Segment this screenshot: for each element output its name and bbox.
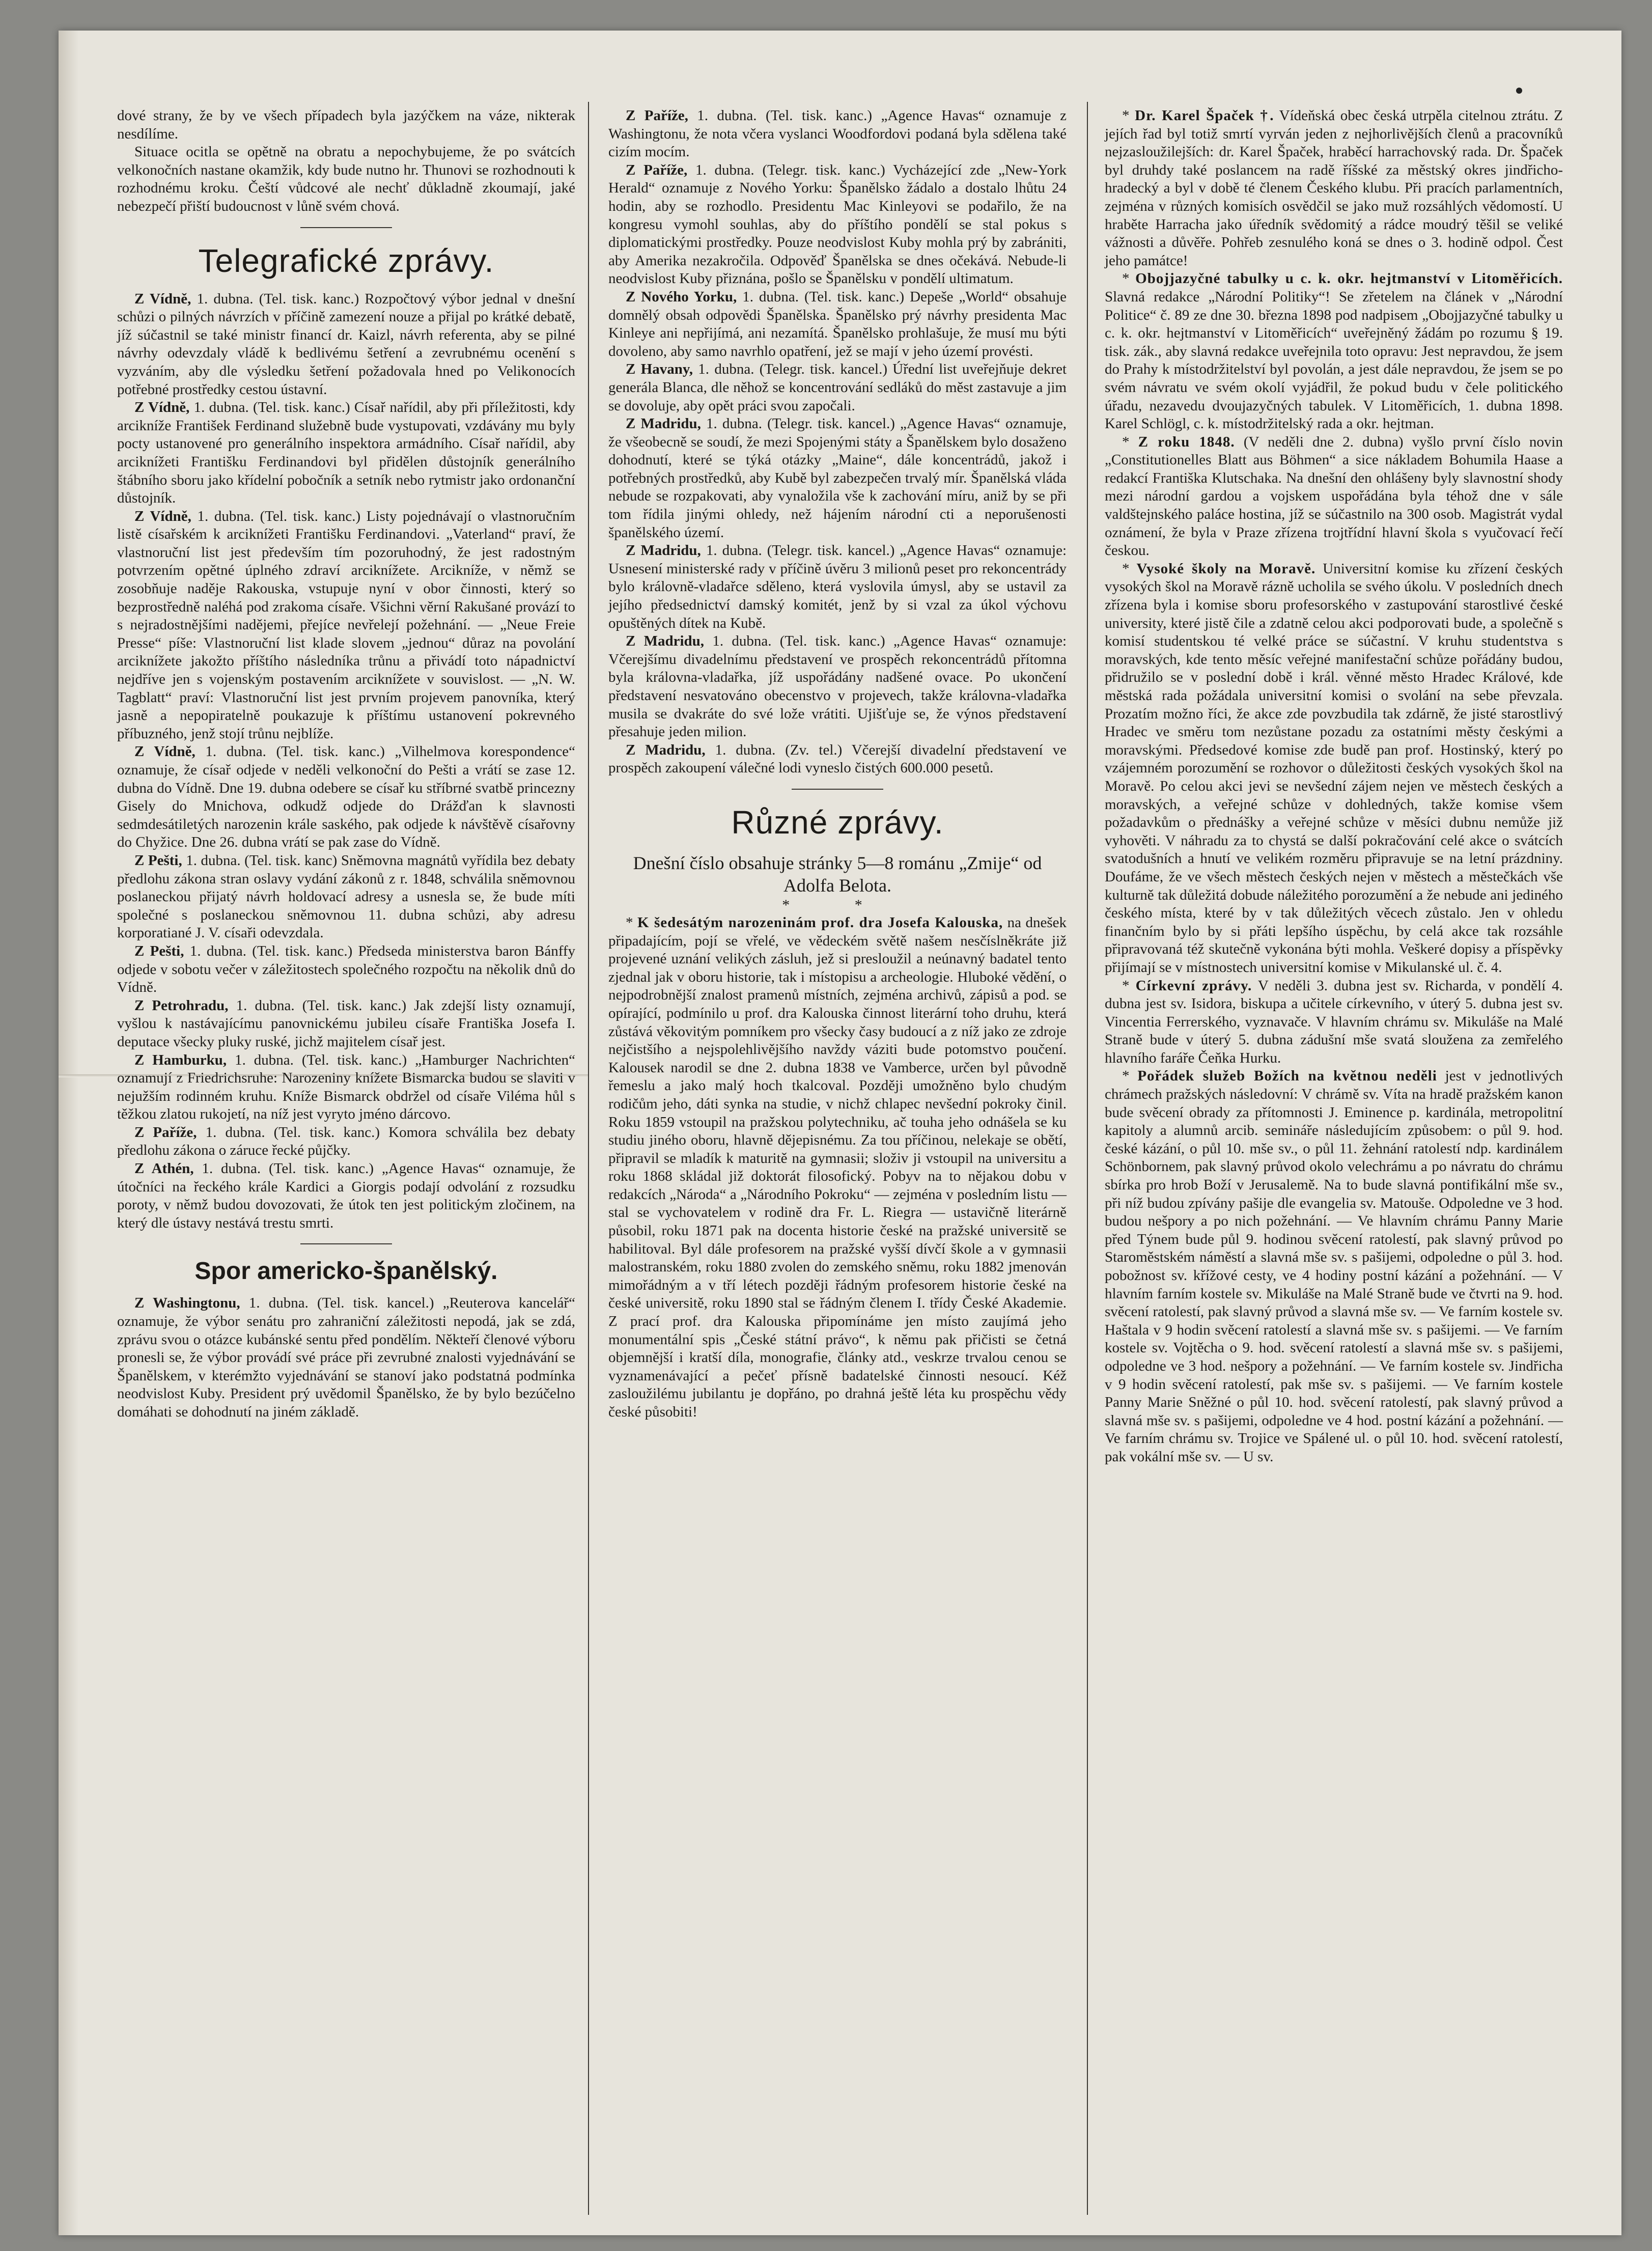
- telegram-place: Z Paříže,: [626, 107, 688, 124]
- news-text: (V neděli dne 2. dubna) vyšlo první číslo novin „Constitutionelles Blatt aus Böhmen“ a sice nákladem Bohumila Haase a redakcí Františka Klutschaka. Na dnešní den ohlášeny byly slavnostní shody mezi národní gardou a vojskem uspořádána byla téhož dne v sále valdštejnského paláce hostina, jíž se súčastnilo na 300 osob. Magistrát vydal oznámení, že byla v Praze zřízena trojtřídní hlavní škola s vyučovací řečí českou.: [1105, 433, 1563, 559]
- telegram-text: 1. dubna. (Tel. tisk. kanc.) Listy pojednávají o vlastnoručním listě císařském k arciknížeti Františku Ferdinandovi. „Vaterland“ praví, že vlastnoruční list jest především tím pozoruhodný, že jest radostným potvrzením opětné úplného zdraví arciknížete. Arcikníže, v němž se zosobňuje naděje Rakouska, vstupuje nyní v obor činnosti, který so bezprostředně naléhá pod zrakoma císaře. Všichni věrní Rakušané provází to s nejradostnějšími nadějemi, přejíce nevřelejí požehnání. — „Neue Freie Presse“ píše: Vlastnoruční list klade slovem „jednou“ důraz na povolání arciknížete jakožto příštího následníka trůnu a přivádí toto nápadnictví nejdříve jen s vojenským postavením arciknížete v souvislost. — „N. W. Tagblatt“ praví: Vlastnoruční list jest prvním projevem panovníka, který jasně a nepopiratelně poukazuje k příštímu ustanovení pokrevného příbuzného, jenž stojí trůnu nejblíže.: [117, 508, 576, 742]
- telegram-item: [117, 399, 575, 508]
- news-text: Vídeňská obec česká utrpěla citelnou ztrátu. Z jejích řad byl totiž smrtí vyrván jeden z nejhorlivějších členů a pracovníků nejzasloužilejších: dr. Karel Špaček, hraběcí harrachovský rada. Dr. Špaček byl druhdy také poslancem na radě říšské za městský okres jindřicho-hradecký a byl v době té členem Českého klubu. Při pracích parlamentních, zejména v různých komisích osvědčil se jako muž rozsáhlých vědomostí. U hraběte Harracha jako úředník svědomitý a rádce moudrý těšil se veliké vážnosti a důvěře. Pohřeb zesnulého koná se dnes o 3. hodině odpol. Čest jeho památce!: [1105, 107, 1563, 269]
- telegram-item: [117, 852, 575, 942]
- telegram-place: Z Petrohradu,: [134, 997, 229, 1014]
- news-text: V neděli 3. dubna jest sv. Richarda, v pondělí 4. dubna jest sv. Isidora, biskupa a učitele církevního, v úterý 5. dubna jest sv. Vincentia Ferrerského, vyznavače. V hlavním chrámu sv. Mikuláše na Malé Straně bude v úterý 5. dubna zádušní mše svatá sloužena za zemřelého hlavního faráře Čeňka Hurku.: [1105, 977, 1563, 1066]
- news-title: Obojjazyčné tabulky u c. k. okr. hejtmanství v Litoměřicích.: [1135, 270, 1563, 287]
- telegram-place: Z Vídně,: [134, 290, 191, 307]
- column-rule-2: [1087, 102, 1088, 2215]
- news-text: Universitní komise ku zřízení českých vysokých škol na Moravě rázně ucholila se svého úkolu. V posledních dnech zřízena byla i komise sboru profesorského v zastupování starostlivé české university, které jistě čile a zdatně celou akci podporovati bude, a společně s komisí studentskou té velké práce se súčastní. V kruhu studentstva s moravských, kde tento měsíc veřejné manifestační schůze pořádány budou, přidružilo se v poslední době i král. věnné město Hradec Králové, kde městská rada požádala universitní komisi o svolání na sebe převzala. Prozatím možno říci, že akce zde povzbudila tak zdárně, že jisté starostlivý Hradec ve směru tom nezůstane pozadu za ostatními městy českými a moravskými. Předsedové komise zde budě pan prof. Hostinský, který po vzájemném porozumění se rozhovor o důležitosti českých vysokých škol na Moravě. Po celou akci jevi se nevšední zájem nejen ve městech českých a moravských, a veřejné schůze v dohledných, takže komise všem požadavkům o přednášky a veřejné schůze v měsíci dubnu nemůže již vyhověti. V náhradu za to chystá se další pokračování celé akce o svátcích svatodušních a hnutí ve velikém rozměru připravuje se na letní prázdniny. Doufáme, že ve všech městech českých nejen v městech a městečkách vše kulturně tak důležitá dobude náležitého porozumění a že nebude ani jediného českého místa, které by v tak důležitých věcech zůstalo. Jen v ohledu finančním bylo by si přáti lepšího úspěchu, by celá akce tak rozsáhle připravovaná též skutečně vykonána býti mohla. Veškeré dopisy a příspěvky přijímají se v místnostech universitní komise v Mikulanské ul. č. 4.: [1105, 560, 1563, 976]
- intro-paragraph: dové strany, že by ve všech případech byla jazýčkem na váze, nikterak nesdílíme.: [117, 107, 575, 142]
- news-item: * Pořádek služeb Božích na květnou neděli jest v jednotlivých chrámech pražských následovní: V chrámě sv. Víta na hradě pražském kanon bude svěcení obrady za přítomnosti J. Eminence p. kardinála, metropolitní kapitoly a alumnů arcib. semináře následujícím způsobem: o půl 9. hod. české kázání, o půl 10. mše sv., o půl 11. žehnání ratolestí ndp. kardinálem Schönbornem, pak slavný průvod okolo velechrámu a po návratu do chrámu sbírka pro hrob Boží v Jerusalemě. Na to bude slavná pontifikální mše sv., při níž budou zpívány pašije dle evangelia sv. Matouše. Odpoledne ve 3 hod. budou nešpory a po nich požehnání. — Ve hlavním chrámu Panny Marie před Týnem bude půl 9. hodinou svěcení ratolestí, pak slavný průvod po Staroměstském náměstí a slavná mše sv. s pašijemi, odpoledne o půl 3. hod. pobožnost sv. křížové cesty, ve 4 hodiny postní kázání a požehnání. — V hlavním farním kostele sv. Mikuláše na Malé Straně bude ve čtvrti na 9. hod. svěcení ratolestí, pak slavný průvod a slavná mše sv. — Ve farním kostele sv. Haštala v 9 hodin svěcení ratolestí a slavná mše sv. s pašijemi. — Ve farním kostele sv. Vojtěcha o 9. hod. svěcení ratolestí a slavná mše sv. s pašijemi, odpoledne ve 3 hod. nešpory a požehnání. — Ve farním kostele sv. Jindřicha v 9 hodin svěcení ratolestí, pak mše sv. s pašijemi. — Ve farním kostele Panny Marie Sněžné o půl 10. hod. svěcení ratolestí, pak slavný průvod a slavná mše sv. s pašijemi, odpoledne ve 4 hod. postní kázání a požehnání. — Ve farním chrámu sv. Trojice ve Spálené ul. o půl 10. hod. svěcení ratolestí, pak vokální mše sv. — U sv.: [1105, 1068, 1563, 1465]
- telegram-item: [608, 360, 1067, 415]
- news-title: Vysoké školy na Moravě.: [1136, 560, 1316, 577]
- telegram-place: Z Madridu,: [626, 415, 701, 432]
- telegram-text: 1. dubna. (Tel. tisk. kanc.) Císař nařídil, aby při příležitosti, kdy arcikníže František Ferdinand služebně bude vystupovati, vzdávány mu byly pocty ustanovené pro generálního inspektora armádního. Císař nařídil, aby arciknížeti Františku Ferdinandovi byl přidělen důstojník generálního štábního sboru jako křídelní pobočník a setník nebo rytmistr jako ordonanční důstojník.: [117, 399, 576, 507]
- telegram-text: 1. dubna. (Tel. tisk. kanc.) „Agence Havas“ oznamuje, že útočníci na řeckého krále Kardici a Giorgis podají odvolání z rozsudku poroty, v němž budou dovozovati, že útok ten jest politickým zločinem, na který dle ústavy nestává trestu smrti.: [117, 1160, 575, 1231]
- article-text: na dnešek připadajícím, pojí se vřelé, ve vědeckém světě našem nesčíslněkráte již projevené uznání velikých zásluh, jež si presloužil a neúnavný badatel tento zjednal jak v oboru historie, tak i místopisu a archeologie. Hluboké vědění, o nejpodrobnější znalost pramenů místních, zejména archivů, zápisů a pod. se opírající, podmínilo u prof. dra Kalouska činnost literární toho druhu, která zůstává věkovitým pomníkem pro všecky časy budoucí a z níž jako ze zdroje nejčistšího a nejspolehlivějšího navždy váziti bude potomstvo poučení. Kalousek narodil se dne 2. dubna 1838 ve Vamberce, určen byl původně řemeslu a jako malý hoch tkalcoval. Později umožněno bylo chudým rodičům jeho, dáti synka na studie, v nichž chlapec nevšední pokroky činil. Roku 1859 vstoupil na pražskou polytechniku, ač touha jeho odnášela se ku studiu jiného oboru, hlavně dějepisnému. Za tou příčinou, nelekaje se obětí, připravil se mladík k maturitě na gymnasii; složiv ji vstoupil na universitu a roku 1868 skládal již doktorát filosofický. Pobyv na to nějakou dobu v redakcích „Národa“ a „Národního Pokroku“ — zejména v posledním listu — stal se vychovatelem v rodině dra Fr. L. Riegra — ustavičně literárně působil, roku 1871 pak na docenta historie české na pražské universitě se habilitoval. Byl dále profesorem na pražské vyšší dívčí škole a v gymnasii malostranském, roku 1880 zvolen do zemského sněmu, roku 1882 jmenován mimořádným a v tří létech později řádným profesorem historie české na české universitě, roku 1890 stal se řádným členem I. třídy České Akademie. Z prací prof. dra Kalouska připomínáme jen místo zaujímá jeho monumentální spis „České státní právo“, k němu pak přičisti se četná objemnější i kratší díla, monografie, články atd., veskrze trvalou cenou se vyznamenávající a pečeť přísně badatelské činnosti nesoucí. Kéž zasloužilému jubilantu je dopřáno, po drahná ještě léta ku prospěchu vědy české působiti!: [608, 914, 1067, 1420]
- telegram-place: Z Vídně,: [134, 743, 195, 760]
- section-divider: [300, 227, 392, 228]
- section-divider: [792, 789, 883, 790]
- novel-notice: Dnešní číslo obsahuje stránky 5—8 románu „Zmije“ od Adolfa Belota.: [633, 852, 1042, 896]
- telegram-item: [608, 288, 1067, 360]
- news-title: Dr. Karel Špaček †.: [1135, 107, 1274, 124]
- telegram-item: [117, 1294, 575, 1421]
- telegram-place: Z Paříže,: [626, 161, 688, 178]
- news-title: Z roku 1848.: [1138, 433, 1235, 450]
- telegram-text: 1. dubna. (Tel. tisk. kanc.) „Agence Havas“ oznamuje z Washingtonu, že nota včera vyslanci Woodfordovi podaná byla sdělena také cizím mocím.: [608, 107, 1067, 160]
- telegram-text: 1. dubna. (Tel. tisk. kanc.) „Agence Havas“ oznamuje: Včerejšímu divadelnímu představení ve prospěch rekoncentrádů přítomna byla královna-vladařka, jíž uspořádány nadšené ovace. Po ukončení představení nesvatováno obecenstvo v projevech, takže královna-vladařka musila se dvakráte do své lože vrátiti. Ujišťuje se, že výnos představení přesahuje jeden milion.: [608, 633, 1067, 740]
- column-2: [608, 107, 1067, 2220]
- telegram-place: Z Vídně,: [134, 399, 190, 416]
- telegram-item: [608, 415, 1067, 542]
- page-binding-shadow: [59, 31, 79, 2235]
- telegram-item: [117, 997, 575, 1051]
- news-item: * Z roku 1848. (V neděli dne 2. dubna) vyšlo první číslo novin „Constitutionelles Blatt aus Böhmen“ a sice nákladem Bohumila Haase a redakcí Františka Klutschaka. Na dnešní den ohlášeny byly slavnostní shody mezi národní gardou a vojskem uspořádána byla téhož dne v sále valdštejnského paláce hostina, jíž se súčastnilo na 300 osob. Magistrát vydal oznámení, že byla v Praze zřízena trojtřídní hlavní škola s vyučovací řečí českou.: [1105, 433, 1563, 559]
- telegram-place: Z Madridu,: [626, 741, 706, 758]
- section-heading-misc: Různé zprávy.: [731, 803, 944, 841]
- column-rule-1: [588, 102, 589, 2215]
- telegram-item: [117, 942, 575, 997]
- telegram-item: [608, 741, 1067, 777]
- telegram-text: 1. dubna. (Tel. tisk. kanc.) Komora schválila bez debaty předlohu zákona o záruce řecké půjčky.: [117, 1124, 576, 1159]
- telegram-place: Z Paříže,: [134, 1124, 197, 1141]
- telegram-text: 1. dubna. (Tel. tisk. kanc.) „Hamburger Nachrichten“ oznamují z Friedrichsruhe: Narozeniny knížete Bismarcka budou se slaviti v nejužším rodinném kruhu. Kníže Bismarck obdržel od císaře Viléma hůl s těžkou zlatou rukojetí, na níž jest vyryto jméno dárcovo.: [117, 1051, 575, 1123]
- section-heading-war: Spor americko-španělský.: [194, 1258, 498, 1285]
- telegram-place: Z Vídně,: [134, 508, 191, 524]
- telegram-item: [117, 1124, 575, 1160]
- telegram-item: [608, 161, 1067, 288]
- telegram-item: [608, 542, 1067, 632]
- telegram-item: [117, 1160, 575, 1232]
- telegram-text: 1. dubna. (Tel. tisk. kanc.) „Vilhelmova korespondence“ oznamuje, že císař odjede v neděli velkonoční do Pešti a vrátí se zase 12. dubna do Vídně. Dne 19. dubna odebere se císař ku stříbrné svatbě princezny Gisely do Mnichova, odkudž odjede do Drážďan k slavnosti sedmdesátiletých narozenin krále saského, pak odjede k návštěvě císařovny do Chyžice. Dne 26. dubna vrátí se pak zase do Vídně.: [117, 743, 575, 851]
- section-divider: [300, 1243, 392, 1244]
- telegram-text: 1. dubna. (Telegr. tisk. kancel.) Úřední list uveřejňuje dekret generála Blanca, dle něhož se koncentrování sedláků do měst zastavuje a jim se dovoluje, aby opět práci svou započali.: [608, 361, 1067, 414]
- section-heading-telegraph: Telegrafické zprávy.: [198, 242, 494, 279]
- article-title: K šedesátým narozeninám prof. dra Josefa Kalouska,: [637, 914, 1003, 931]
- telegram-item: [608, 632, 1067, 741]
- telegram-item: [117, 743, 575, 852]
- column-3: [1105, 107, 1563, 2220]
- newspaper-page: [59, 31, 1621, 2235]
- intro-paragraph: Situace ocitla se opětně na obratu a nepochybujeme, že po svátcích velkonočních nastane okamžik, kdy bude nutno hr. Thunovi se rozhodnouti k rozhodnému kroku. Čeští vůdcové ale nechť důkladně zkoumají, jaké nebezpečí přiští budoucnost v lůně svém chová.: [117, 144, 575, 214]
- telegram-item: [608, 107, 1067, 161]
- news-item: * Církevní zprávy. V neděli 3. dubna jest sv. Richarda, v pondělí 4. dubna jest sv. Isidora, biskupa a učitele církevního, v úterý 5. dubna jest sv. Vincentia Ferrerského, vyznavače. V hlavním chrámu sv. Mikuláše na Malé Straně bude v úterý 5. dubna zádušní mše svatá sloužena za zemřelého hlavního faráře Čeňka Hurku.: [1105, 977, 1563, 1066]
- article-kalousek: * K šedesátým narozeninám prof. dra Josefa Kalouska, na dnešek připadajícím, pojí se vřelé, ve vědeckém světě našem nesčíslněkráte již projevené uznání velikých zásluh, jež si presloužil a neúnavný badatel tento zjednal jak v oboru historie, tak i místopisu a archeologie. Hluboké vědění, o nejpodrobnější znalost pramenů místních, zejména archivů, zápisů a pod. se opírající, podmínilo u prof. dra Kalouska činnost literární toho druhu, která zůstává věkovitým pomníkem pro všecky časy budoucí a z níž jako ze zdroje nejčistšího a nejspolehlivějšího navždy váziti bude potomstvo poučení. Kalousek narodil se dne 2. dubna 1838 ve Vamberce, určen byl původně řemeslu a jako malý hoch tkalcoval. Později umožněno bylo chudým rodičům jeho, dáti synka na studie, v nichž chlapec nevšední pokroky činil. Roku 1859 vstoupil na pražskou polytechniku, ač touha jeho odnášela se ku studiu jiného oboru, hlavně dějepisnému. Za tou příčinou, nelekaje se obětí, připravil se mladík k maturitě na gymnasii; složiv ji vstoupil na universitu a roku 1868 skládal již doktorát filosofický. Pobyv na to nějakou dobu v redakcích „Národa“ a „Národního Pokroku“ — zejména v posledním listu — stal se vychovatelem v rodině dra Fr. L. Riegra — ustavičně literárně působil, roku 1871 pak na docenta historie české na pražské universitě se habilitoval. Byl dále profesorem na pražské vyšší dívčí škole a v gymnasii malostranském, roku 1880 zvolen do zemského sněmu, roku 1882 jmenován mimořádným a v tří létech později řádným profesorem historie české na české universitě, roku 1890 stal se řádným členem I. třídy České Akademie. Z prací prof. dra Kalouska připomínáme jen místo zaujímá jeho monumentální spis „České státní právo“, k němu pak přičisti se četná objemnější i kratší díla, monografie, články atd., veskrze trvalou cenou se vyznamenávající a pečeť přísně badatelské činnosti nesoucí. Kéž zasloužilému jubilantu je dopřáno, po drahná ještě léta ku prospěchu vědy české působiti!: [608, 914, 1067, 1420]
- telegram-place: Z Madridu,: [626, 542, 701, 559]
- news-item: * Obojjazyčné tabulky u c. k. okr. hejtmanství v Litoměřicích. Slavná redakce „Národní Politiky“! Se zřetelem na článek v „Národní Politice“ č. 89 ze dne 30. března 1898 pod nadpisem „Obojjazyčné tabulky u c. k. okr. hejtmanství v Litoměřicích“ uveřejněný žádám po rozumu § 19. tisk. zák., aby slavná redakce uveřejnila toto opravu: Jest nepravdou, že jsem do Prahy k místodržitelství byl povolán, a jest dále nepravdou, že jsem se po svém návratu ve svém okolí vyjádřil, že pokud budu v čele politického úřadu, nezavedu dvoujazyčných tabulek. V Litoměřicích, 1. dubna 1898. Karel Schlögl, c. k. místodržitelský rada a okr. hejtman.: [1105, 270, 1563, 432]
- telegram-item: [117, 1051, 575, 1124]
- telegram-place: Z Pešti,: [134, 942, 184, 959]
- telegram-item: [117, 290, 575, 399]
- telegram-item: [117, 508, 575, 743]
- news-title: Pořádek služeb Božích na květnou neděli: [1137, 1068, 1437, 1085]
- telegram-place: Z Pešti,: [134, 852, 182, 869]
- ink-spot: [1516, 88, 1522, 94]
- telegram-text: 1. dubna. (Tel. tisk. kanc.) Jak zdejší listy oznamují, vyšlou k nastávajícímu panovnickému jubileu císaře Františka Josefa I. deputace všecky pluky ruské, jichž majitelem císař jest.: [117, 997, 575, 1050]
- column-1: [117, 107, 575, 2220]
- telegram-text: 1. dubna. (Telegr. tisk. kancel.) „Agence Havas“ oznamuje: Usnesení ministerské rady v příčině úvěru 3 milionů peset pro rekoncentrády bylo královně-vladařce sděleno, která vyslovila úmysl, aby se ustavil za jejího předsednictví damský komitét, jenž by si vzal za úkol výchovu opuštěných dítek na Kubě.: [608, 542, 1067, 631]
- telegram-place: Z Havany,: [626, 361, 693, 378]
- telegram-place: Z Washingtonu,: [134, 1295, 240, 1312]
- news-text: Slavná redakce „Národní Politiky“! Se zřetelem na článek v „Národní Politice“ č. 89 ze dne 30. března 1898 pod nadpisem „Obojjazyčné tabulky u c. k. okr. hejtmanství v Litoměřicích“ uveřejněný žádám po rozumu § 19. tisk. zák., aby slavná redakce uveřejnila toto opravu: Jest nepravdou, že jsem do Prahy k místodržitelství byl povolán, a jest dále nepravdou, že jsem se po svém návratu ve svém okolí vyjádřil, že pokud budu v čele politického úřadu, nezavedu dvoujazyčných tabulek. V Litoměřicích, 1. dubna 1898. Karel Schlögl, c. k. místodržitelský rada a okr. hejtman.: [1105, 288, 1563, 432]
- separator-stars: * *: [782, 896, 893, 913]
- news-item: * Vysoké školy na Moravě. Universitní komise ku zřízení českých vysokých škol na Moravě rázně ucholila se svého úkolu. V posledních dnech zřízena byla i komise sboru profesorského v zastupování starostlivé české university, které jistě čile a zdatně celou akci podporovati bude, a společně s komisí studentskou té velké práce se súčastní. V kruhu studentstva s moravských, kde tento měsíc veřejné manifestační schůze pořádány budou, přidružilo se v poslední době i král. věnné město Hradec Králové, kde městská rada požádala universitní komisi o svolání na sebe převzala. Prozatím možno říci, že akce zde povzbudila tak zdárně, že jisté starostlivý Hradec ve směru tom nezůstane pozadu za ostatními městy českými a moravskými. Předsedové komise zde budě pan prof. Hostinský, který po vzájemném porozumění se rozhovor o důležitosti českých vysokých škol na Moravě. Po celou akci jevi se nevšední zájem nejen ve městech českých a moravských, a veřejné schůze v dohledných, takže komise všem požadavkům o přednášky a veřejné schůze v měsíci dubnu nemůže již vyhověti. V náhradu za to chystá se další pokračování celé akce o svátcích svatodušních a hnutí ve velikém rozměru připravuje se na letní prázdniny. Doufáme, že ve všech městech českých nejen v městech a městečkách vše kulturně tak důležitá dobude náležitého porozumění a že nebude ani jediného českého místa, které by v tak důležitých věcech zůstalo. Jen v ohledu finančním bylo by si přáti lepšího úspěchu, by celá akce tak rozsáhle připravovaná též skutečně vykonána býti mohla. Veškeré dopisy a příspěvky přijímají se v místnostech universitní komise v Mikulanské ul. č. 4.: [1105, 560, 1563, 976]
- telegram-text: 1. dubna. (Telegr. tisk. kancel.) „Agence Havas“ oznamuje, že všeobecně se soudí, že mezi Spojenými státy a Španělskem bylo dosaženo dohodnutí, které se týká otázky „Maine“, dále koncentrádů, jakož i potřebných prostředků, aby Kubě byl zabezpečen trvalý mír. Španělská vláda nebude se rozpakovati, aby vynaložila vše k zachování míru, aniž by se při tom řídila jinými ohledy, než hájením národní cti a neporušenosti španělského území.: [608, 415, 1067, 541]
- telegram-text: 1. dubna. (Tel. tisk. kanc.) Rozpočtový výbor jednal v dnešní schůzi o pilných návrzích v příčině zamezení nouze a přijal po krátké debatě, jíž súčastnil se také ministr financí dr. Kaizl, návrh referenta, aby se pilné návrhy odevzdaly vládě k bedlivému šetření a zevrubnému ocenění s vyzváním, aby dle výsledku šetření požadovala hned po Velikonocích potřebné prostředky cestou ústavní.: [117, 290, 575, 398]
- telegram-text: 1. dubna. (Tel. tisk. kanc.) Předseda ministerstva baron Bánffy odjede v sobotu večer v záležitostech společného rozpočtu na několik dnů do Vídně.: [117, 942, 575, 996]
- telegram-place: Z Madridu,: [626, 633, 705, 650]
- telegram-text: 1. dubna. (Tel. tisk. kancel.) „Reuterova kancelář“ oznamuje, že výbor senátu pro zahraniční záležitosti nepodá, jak se zdá, zprávu svou o otázce kubánské sentu před pondělím. Někteří členové výboru pronesli se, že výbor provádí své práce při zevrubné znalosti vyjednávání se Španělskem, v kterémžto vyjednávání se stanoví jako podstatná podmínka neodvislost Kuby. President prý uvědomil Španělsko, že by bylo bezúčelno domáhati se dohodnutí na jiném základě.: [117, 1295, 576, 1420]
- news-item: * Dr. Karel Špaček †. Vídeňská obec česká utrpěla citelnou ztrátu. Z jejích řad byl totiž smrtí vyrván jeden z nejhorlivějších členů a pracovníků nejzasloužilejších: dr. Karel Špaček, hraběcí harrachovský rada. Dr. Špaček byl druhdy také poslancem na radě říšské za městský okres jindřicho-hradecký a byl v době té členem Českého klubu. Při pracích parlamentních, zejména v různých komisích osvědčil se jako muž rozsáhlých vědomostí. U hraběte Harracha jako úředník svědomitý a rádce moudrý těšil se veliké vážnosti a důvěře. Pohřeb zesnulého koná se dnes o 3. hodině odpol. Čest jeho památce!: [1105, 107, 1563, 269]
- telegram-text: 1. dubna. (Zv. tel.) Včerejší divadelní představení ve prospěch zakoupení válečné lodi vyneslo čistých 600.000 pesetů.: [608, 741, 1067, 776]
- news-title: Církevní zprávy.: [1135, 977, 1252, 994]
- telegram-place: Z Athén,: [134, 1160, 194, 1177]
- telegram-place: Z Nového Yorku,: [626, 288, 737, 305]
- telegram-place: Z Hamburku,: [134, 1051, 227, 1068]
- telegram-text: 1. dubna. (Telegr. tisk. kanc.) Vycházející zde „New-York Herald“ oznamuje z Nového Yorku: Španělsko žádalo a dostalo lhůtu 24 hodin, aby se rozhodlo. Presidentu Mac Kinleyovi se podařilo, že na kongresu vymohl souhlas, aby do příštího pondělí se stal pokus s diplomatickými prostředky. Pouze neodvislost Kuby mohla prý by zabrániti, aby Amerika nezakročila. Odpověď Španělska se dnes očekává. Nebude-li neodvislost Kuby přiznána, pošlo se Španělsku v pondělí ultimatum.: [608, 161, 1067, 287]
- telegram-text: 1. dubna. (Tel. tisk. kanc) Sněmovna magnátů vyřídila bez debaty předlohu zákona stran oslavy vydání zákonů z r. 1848, schválila sněmovnou poslaneckou přijatý návrh holdovací adresy a usnesla se, že bude míti společné s poslaneckou sněmovnou 11. dubna schůzi, aby adresu korporatiané J. V. císaři odevzdala.: [117, 852, 575, 941]
- telegram-text: 1. dubna. (Tel. tisk. kanc.) Depeše „World“ obsahuje domnělý obsah odpovědi Španělska. Španělsko prý návrhy presidenta Mac Kinleye ani nepřijímá, ani nezamítá. Španělsko prohlašuje, že musí mu býti dovoleno, aby samo navrhlo opatření, jež se mají v jeho území provésti.: [608, 288, 1067, 359]
- news-text: jest v jednotlivých chrámech pražských následovní: V chrámě sv. Víta na hradě pražském kanon bude svěcení obrady za přítomnosti J. Eminence p. kardinála, metropolitní kapitoly a alumnů arcib. semináře následujícím způsobem: o půl 9. hod. české kázání, o půl 10. mše sv., o půl 11. žehnání ratolestí ndp. kardinálem Schönbornem, pak slavný průvod okolo velechrámu a po návratu do chrámu sbírka pro hrob Boží v Jerusalemě. Na to bude slavná pontifikální mše sv., při níž budou zpívány pašije dle evangelia sv. Matouše. Odpoledne ve 3 hod. budou nešpory a po nich požehnání. — Ve hlavním chrámu Panny Marie před Týnem bude půl 9. hodinou svěcení ratolestí, pak slavný průvod po Staroměstském náměstí a slavná mše sv. s pašijemi, odpoledne o půl 3. hod. pobožnost sv. křížové cesty, ve 4 hodiny postní kázání a požehnání. — V hlavním farním kostele sv. Mikuláše na Malé Straně bude ve čtvrti na 9. hod. svěcení ratolestí, pak slavný průvod a slavná mše sv. — Ve farním kostele sv. Haštala v 9 hodin svěcení ratolestí a slavná mše sv. s pašijemi. — Ve farním kostele sv. Vojtěcha o 9. hod. svěcení ratolestí a slavná mše sv. s pašijemi, odpoledne ve 3 hod. nešpory a požehnání. — Ve farním kostele sv. Jindřicha v 9 hodin svěcení ratolestí, pak mše sv. s pašijemi. — Ve farním kostele Panny Marie Sněžné o půl 10. hod. svěcení ratolestí, pak slavný průvod a slavná mše sv. s pašijemi, odpoledne ve 4 hod. postní kázání a požehnání. — Ve farním chrámu sv. Trojice ve Spálené ul. o půl 10. hod. svěcení ratolestí, pak vokální mše sv. — U sv.: [1105, 1068, 1563, 1465]
